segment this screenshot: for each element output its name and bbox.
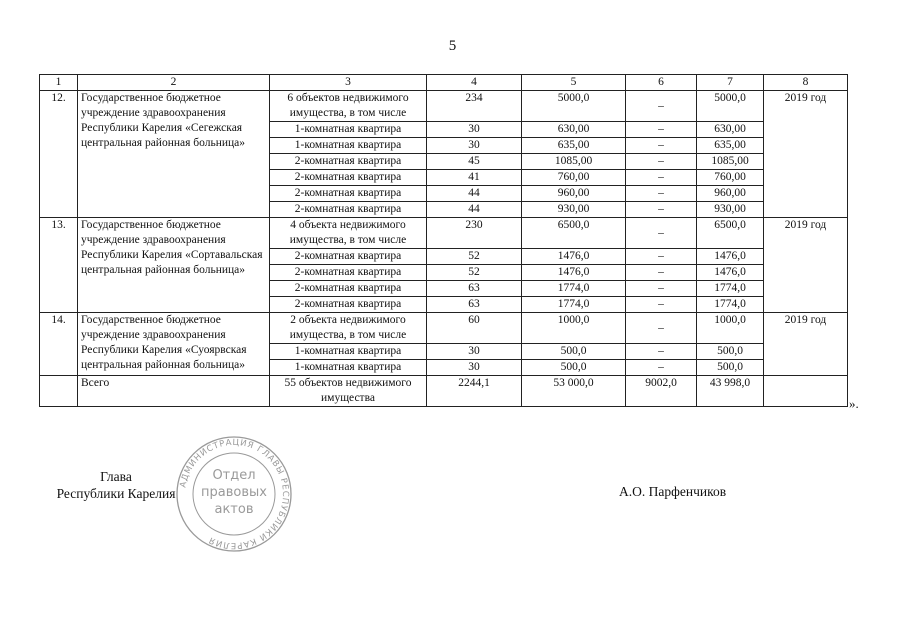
area-cell: 52 xyxy=(427,265,522,281)
signature-title xyxy=(46,468,186,502)
area-cell: 41 xyxy=(427,170,522,186)
row-number: 14. xyxy=(40,313,78,376)
area-cell: 234 xyxy=(427,91,522,122)
amount-cell: 500,0 xyxy=(697,344,764,360)
value-cell: 760,00 xyxy=(522,170,626,186)
area-cell: 60 xyxy=(427,313,522,344)
value-cell: 500,0 xyxy=(522,344,626,360)
row-number: 12. xyxy=(40,91,78,218)
header-cell: 2 xyxy=(78,75,270,91)
table-row xyxy=(40,218,848,249)
amount-cell: 6500,0 xyxy=(697,218,764,249)
amount-cell: 960,00 xyxy=(697,186,764,202)
object-description: 2-комнатная квартира xyxy=(270,170,427,186)
signature-title-line2: Республики Карелия xyxy=(56,486,176,501)
year-cell: 2019 год xyxy=(764,91,848,218)
property-table xyxy=(39,74,848,407)
dash-cell: – xyxy=(626,313,697,344)
value-cell: 5000,0 xyxy=(522,91,626,122)
signature-title-line1: Глава xyxy=(100,469,132,484)
institution-name: Государственное бюджетное учреждение здравоохранения Республики Карелия «Сортавальская центральная районная больница» xyxy=(78,218,270,313)
table-row xyxy=(40,313,848,344)
dash-cell: – xyxy=(626,170,697,186)
value-cell: 1774,0 xyxy=(522,297,626,313)
institution-name: Государственное бюджетное учреждение здравоохранения Республики Карелия «Сегежская центральная районная больница» xyxy=(78,91,270,218)
object-description: 2-комнатная квартира xyxy=(270,249,427,265)
total-row xyxy=(40,376,848,407)
object-description: 2-комнатная квартира xyxy=(270,154,427,170)
amount-cell: 5000,0 xyxy=(697,91,764,122)
amount-cell: 1085,00 xyxy=(697,154,764,170)
header-cell: 4 xyxy=(427,75,522,91)
area-cell: 30 xyxy=(427,344,522,360)
value-cell: 930,00 xyxy=(522,202,626,218)
value-cell: 500,0 xyxy=(522,360,626,376)
closing-quote: ». xyxy=(849,396,859,411)
institution-name: Государственное бюджетное учреждение здравоохранения Республики Карелия «Суоярвская центральная районная больница» xyxy=(78,313,270,376)
dash-cell: – xyxy=(626,91,697,122)
total-empty-year xyxy=(764,376,848,407)
object-description: 2-комнатная квартира xyxy=(270,202,427,218)
object-description: 2-комнатная квартира xyxy=(270,265,427,281)
header-cell: 1 xyxy=(40,75,78,91)
amount-cell: 635,00 xyxy=(697,138,764,154)
amount-cell: 930,00 xyxy=(697,202,764,218)
value-cell: 960,00 xyxy=(522,186,626,202)
header-row xyxy=(40,75,848,91)
dash-cell: – xyxy=(626,281,697,297)
header-cell: 7 xyxy=(697,75,764,91)
value-cell: 1476,0 xyxy=(522,265,626,281)
amount-cell: 630,00 xyxy=(697,122,764,138)
header-cell: 6 xyxy=(626,75,697,91)
value-cell: 635,00 xyxy=(522,138,626,154)
value-cell: 1000,0 xyxy=(522,313,626,344)
amount-cell: 500,0 xyxy=(697,360,764,376)
stamp-line3: актов xyxy=(214,502,254,517)
amount-cell: 760,00 xyxy=(697,170,764,186)
value-cell: 1085,00 xyxy=(522,154,626,170)
total-empty-cell xyxy=(40,376,78,407)
row-number: 13. xyxy=(40,218,78,313)
total-description: 55 объектов недвижимого имущества xyxy=(270,376,427,407)
year-cell: 2019 год xyxy=(764,218,848,313)
stamp-ring-text: АДМИНИСТРАЦИЯ ГЛАВЫ РЕСПУБЛИКИ КАРЕЛИЯ xyxy=(178,437,291,551)
signature-name: А.О. Парфенчиков xyxy=(619,484,727,499)
total-value: 53 000,0 xyxy=(522,376,626,407)
value-cell: 630,00 xyxy=(522,122,626,138)
page-number: 5 xyxy=(448,38,457,54)
dash-cell: – xyxy=(626,249,697,265)
area-cell: 30 xyxy=(427,122,522,138)
area-cell: 63 xyxy=(427,281,522,297)
header-cell: 8 xyxy=(764,75,848,91)
amount-cell: 1476,0 xyxy=(697,265,764,281)
total-label: Всего xyxy=(78,376,270,407)
amount-cell: 1000,0 xyxy=(697,313,764,344)
value-cell: 1476,0 xyxy=(522,249,626,265)
value-cell: 6500,0 xyxy=(522,218,626,249)
dash-cell: – xyxy=(626,344,697,360)
area-cell: 44 xyxy=(427,202,522,218)
area-cell: 44 xyxy=(427,186,522,202)
area-cell: 63 xyxy=(427,297,522,313)
total-col7: 43 998,0 xyxy=(697,376,764,407)
dash-cell: – xyxy=(626,138,697,154)
dash-cell: – xyxy=(626,265,697,281)
amount-cell: 1476,0 xyxy=(697,249,764,265)
dash-cell: – xyxy=(626,122,697,138)
area-cell: 30 xyxy=(427,360,522,376)
object-description: 1-комнатная квартира xyxy=(270,344,427,360)
value-cell: 1774,0 xyxy=(522,281,626,297)
header-cell: 3 xyxy=(270,75,427,91)
dash-cell: – xyxy=(626,186,697,202)
total-col6: 9002,0 xyxy=(626,376,697,407)
object-description: 6 объектов недвижимого имущества, в том числе xyxy=(270,91,427,122)
stamp-line1: Отдел xyxy=(212,468,256,483)
object-description: 2 объекта недвижимого имущества, в том числе xyxy=(270,313,427,344)
area-cell: 52 xyxy=(427,249,522,265)
dash-cell: – xyxy=(626,218,697,249)
object-description: 1-комнатная квартира xyxy=(270,138,427,154)
object-description: 1-комнатная квартира xyxy=(270,360,427,376)
dash-cell: – xyxy=(626,297,697,313)
amount-cell: 1774,0 xyxy=(697,281,764,297)
area-cell: 45 xyxy=(427,154,522,170)
object-description: 2-комнатная квартира xyxy=(270,186,427,202)
table-row xyxy=(40,91,848,122)
area-cell: 30 xyxy=(427,138,522,154)
amount-cell: 1774,0 xyxy=(697,297,764,313)
object-description: 1-комнатная квартира xyxy=(270,122,427,138)
object-description: 2-комнатная квартира xyxy=(270,297,427,313)
header-cell: 5 xyxy=(522,75,626,91)
area-cell: 230 xyxy=(427,218,522,249)
stamp-seal xyxy=(174,434,294,554)
dash-cell: – xyxy=(626,202,697,218)
object-description: 2-комнатная квартира xyxy=(270,281,427,297)
year-cell: 2019 год xyxy=(764,313,848,376)
stamp-line2: правовых xyxy=(201,485,267,500)
dash-cell: – xyxy=(626,154,697,170)
total-area: 2244,1 xyxy=(427,376,522,407)
dash-cell: – xyxy=(626,360,697,376)
object-description: 4 объекта недвижимого имущества, в том числе xyxy=(270,218,427,249)
